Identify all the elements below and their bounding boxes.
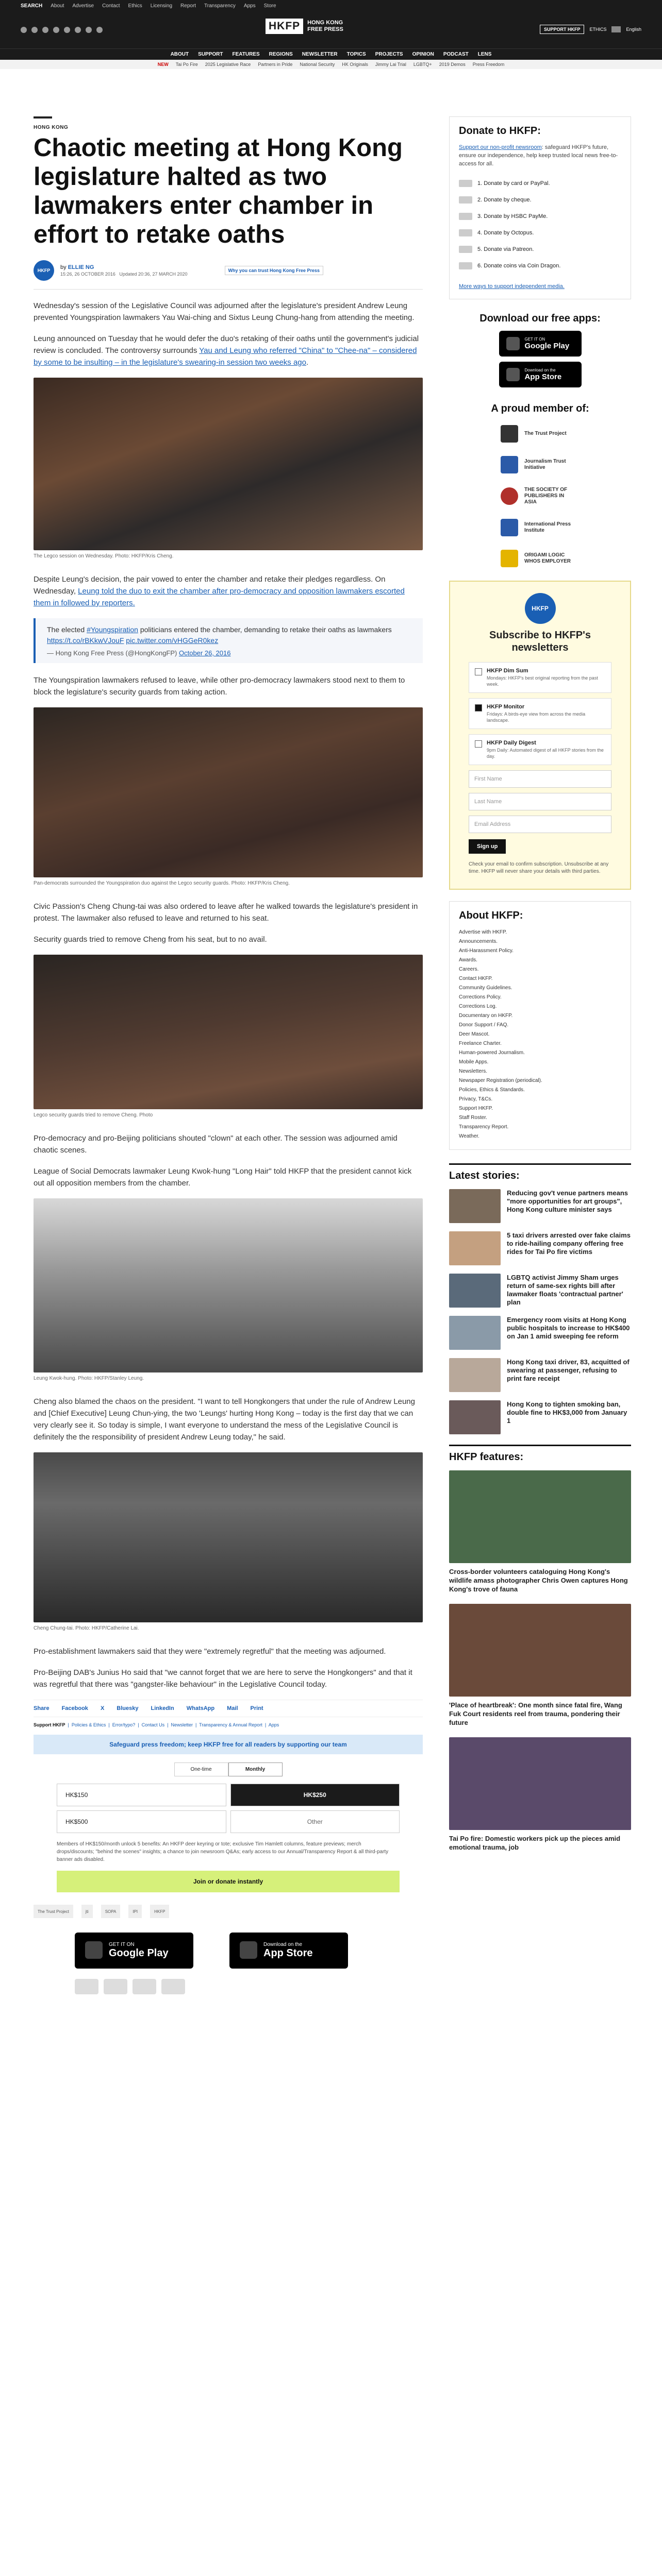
tweet-text	[47, 624, 411, 646]
google-play-icon	[85, 1941, 103, 1959]
share-facebook[interactable]: Facebook	[61, 1705, 88, 1711]
utility-link-transparency[interactable]: Transparency	[204, 3, 236, 9]
trending-link[interactable]: National Security	[300, 62, 335, 67]
jti-logo[interactable]: jti	[81, 1905, 93, 1918]
logo-line-2: FREE PRESS	[307, 26, 343, 32]
donate-card	[449, 116, 631, 299]
story-thumbnail[interactable]	[449, 1274, 501, 1308]
checkbox-checked-icon[interactable]	[475, 704, 482, 711]
sopa-icon	[501, 487, 518, 505]
support-hkfp-button[interactable]: SUPPORT HKFP	[540, 25, 585, 34]
story-headline[interactable]: Hong Kong taxi driver, 83, acquitted of swearing at passenger, refusing to print fare receipt	[507, 1358, 630, 1382]
ethics-link[interactable]: ETHICS	[589, 27, 607, 32]
nav-newsletter[interactable]: NEWSLETTER	[302, 52, 338, 57]
amount-option[interactable]: HK$150	[57, 1784, 226, 1806]
new-badge: NEW	[157, 62, 169, 67]
story-item[interactable]	[449, 1400, 631, 1434]
article-title: Chaotic meeting at Hong Kong legislature halted as two lawmakers enter chamber in effort to retake oaths	[34, 134, 403, 248]
about-title: About HKFP:	[459, 910, 523, 921]
story-thumbnail[interactable]	[449, 1316, 501, 1350]
about-item[interactable]: Careers.	[459, 967, 479, 972]
donate-method-label: 1. Donate by card or PayPal.	[477, 180, 550, 187]
donate-banner[interactable]: Safeguard press freedom; keep HKFP free for all readers by supporting our team	[34, 1735, 423, 1754]
social-links	[21, 27, 103, 33]
article-footer-links: Support HKFP | Policies & Ethics | Error/typo? | Contact Us | Newsletter | Transparency & Annual Report | Apps	[34, 1722, 279, 1727]
join-button[interactable]: Join or donate instantly	[57, 1871, 400, 1892]
app-store-label: App Store	[263, 1947, 313, 1959]
x-icon[interactable]	[31, 27, 38, 33]
frequency-monthly[interactable]: Monthly	[228, 1762, 283, 1776]
nav-regions[interactable]: REGIONS	[269, 52, 293, 57]
article-photo	[34, 1452, 423, 1622]
paragraph: Pro-establishment lawmakers said that they were "extremely regretful" that the meeting was adjourned.	[34, 1647, 386, 1656]
logo-mark: HKFP	[266, 19, 303, 34]
by-label: by	[60, 264, 67, 270]
newsletter-option-desc: Fridays: A birds-eye view from across the media landscape.	[487, 711, 586, 723]
member-org[interactable]	[501, 456, 631, 473]
about-item[interactable]: Privacy, T&Cs.	[459, 1096, 493, 1102]
brand-bar	[0, 11, 662, 48]
frequency-toggle	[34, 1762, 423, 1776]
donate-text	[459, 143, 621, 168]
member-org[interactable]	[501, 550, 631, 567]
footer-logos	[34, 1905, 423, 1918]
apps-title: Download our free apps:	[479, 313, 601, 324]
nav-support[interactable]: SUPPORT	[198, 52, 223, 57]
feature-thumbnail[interactable]	[449, 1470, 631, 1563]
member-org-name: THE SOCIETY OF PUBLISHERS IN ASIA	[524, 487, 568, 505]
paragraph: The Youngspiration lawmakers refused to leave, while other pro-democracy lawmakers stood next to them to block the legislature's security guards from taking action.	[34, 676, 405, 697]
features-title: HKFP features:	[449, 1445, 631, 1463]
member-org-name: Journalism Trust Initiative	[524, 459, 566, 470]
mastercard-icon	[133, 1979, 156, 1994]
trust-project-icon	[501, 425, 518, 443]
policies-link[interactable]: Policies & Ethics	[71, 1722, 106, 1727]
about-item[interactable]: Announcements.	[459, 939, 498, 944]
about-item[interactable]: Policies, Ethics & Standards.	[459, 1087, 525, 1093]
share-mail[interactable]: Mail	[227, 1705, 238, 1711]
youtube-icon[interactable]	[64, 27, 70, 33]
nav-topics[interactable]: TOPICS	[346, 52, 366, 57]
nav-about[interactable]: ABOUT	[170, 52, 189, 57]
newsletter-option-title: HKFP Monitor	[487, 704, 525, 710]
donate-method[interactable]	[459, 225, 621, 241]
more-ways-link[interactable]: More ways to support independent media.	[459, 283, 565, 290]
story-headline[interactable]: 5 taxi drivers arrested over fake claims to ride-hailing company offering free rides for Tai Po fire victims	[507, 1231, 631, 1256]
donate-method[interactable]	[459, 241, 621, 258]
newsletter-title: Subscribe to HKFP's newsletters	[489, 630, 591, 653]
newsletter-option-title: HKFP Daily Digest	[487, 740, 536, 746]
story-headline[interactable]: Hong Kong to tighten smoking ban, double fine to HK$3,000 from January 1	[507, 1400, 627, 1425]
app-store-buttons	[34, 1933, 423, 1969]
about-item[interactable]: Freelance Charter.	[459, 1041, 502, 1046]
share-bar	[34, 1700, 423, 1717]
visa-icon	[104, 1979, 127, 1994]
share-label: Share	[34, 1705, 49, 1711]
utility-link-apps[interactable]: Apps	[243, 3, 256, 9]
story-headline[interactable]: Emergency room visits at Hong Kong public hospitals to increase to HK$400 on Jan 1 amid sweeping fee reform	[507, 1316, 630, 1340]
jti-icon	[501, 456, 518, 473]
ipi-logo[interactable]: IPI	[128, 1905, 142, 1918]
photo-caption: Leung Kwok-hung. Photo: HKFP/Stanley Leung.	[34, 1376, 144, 1381]
paragraph: Pro-democracy and pro-Beijing politicians shouted "clown" at each other. The session was adjourned amid chaotic scenes.	[34, 1134, 398, 1155]
sidebar-google-play-button[interactable]	[499, 331, 582, 357]
about-item[interactable]: Weather.	[459, 1133, 479, 1139]
nav-features[interactable]: FEATURES	[232, 52, 260, 57]
donate-description: : safeguard HKFP's future, ensure our independence, help keep trusted local news free-to-access for all.	[459, 144, 618, 167]
logo-line-1: HONG KONG	[307, 20, 343, 26]
about-item[interactable]: Donor Support / FAQ.	[459, 1022, 509, 1028]
story-thumbnail[interactable]	[449, 1400, 501, 1434]
newsletter-box	[449, 581, 631, 890]
story-item[interactable]	[449, 1189, 631, 1223]
latest-title: Latest stories:	[449, 1163, 631, 1182]
donate-title: Donate to HKFP:	[459, 125, 541, 137]
feature-headline[interactable]: Tai Po fire: Domestic workers pick up the pieces amid emotional trauma, job	[449, 1835, 621, 1851]
share-x[interactable]: X	[100, 1705, 105, 1711]
donate-method[interactable]	[459, 208, 621, 225]
trending-link[interactable]: Press Freedom	[472, 62, 505, 67]
trending-link[interactable]: Tai Po Fire	[175, 62, 198, 67]
inline-link[interactable]: Yau and Leung who referred "China" to "Chee-na" – considered by some to be insulting – in the legislature's swearing-in session two weeks ago	[34, 346, 417, 367]
utility-link-advertise[interactable]: Advertise	[72, 3, 94, 9]
about-item[interactable]: Documentary on HKFP.	[459, 1013, 513, 1019]
newsletter-option[interactable]	[469, 698, 611, 729]
app-store-caption: Download on the	[263, 1942, 303, 1947]
about-item[interactable]: Support HKFP.	[459, 1106, 493, 1111]
section-tag[interactable]: HONG KONG	[34, 125, 69, 130]
proud-member-title: A proud member of:	[491, 403, 589, 414]
contact-link[interactable]: Contact Us	[141, 1722, 165, 1727]
trending-link[interactable]: Partners in Pride	[258, 62, 293, 67]
tweet-text-part: politicians entered the chamber, demanding to retake their oaths as lawmakers	[138, 625, 392, 634]
sidebar-app-store-button[interactable]	[499, 362, 582, 387]
about-item[interactable]: Community Guidelines.	[459, 985, 512, 991]
utility-link-about[interactable]: About	[51, 3, 64, 9]
nav-podcast[interactable]: PODCAST	[443, 52, 469, 57]
member-org[interactable]	[501, 425, 631, 443]
app-store-button[interactable]	[229, 1933, 348, 1969]
story-item[interactable]	[449, 1231, 631, 1265]
tweet-source	[47, 649, 411, 657]
paragraph: Security guards tried to remove Cheng from his seat, but to no avail.	[34, 935, 267, 944]
instagram-icon[interactable]	[42, 27, 48, 33]
feature-headline[interactable]: Cross-border volunteers cataloguing Hong Kong's wildlife amass photographer Chris Owen captures Hong Kong's trove of fauna	[449, 1568, 628, 1593]
transparency-link[interactable]: Transparency & Annual Report	[199, 1722, 262, 1727]
logo-text	[307, 20, 343, 33]
about-item[interactable]: Newspaper Registration (periodical).	[459, 1078, 542, 1083]
paragraph: Civic Passion's Cheng Chung-tai was also ordered to leave after he walked towards the legislature's president in protest. The lawmaker also refused to leave and returned to his seat.	[34, 902, 418, 923]
member-org-name: The Trust Project	[524, 431, 567, 436]
paragraph	[34, 333, 423, 368]
trending-link[interactable]: 2025 Legislative Race	[205, 62, 251, 67]
trending-link[interactable]: LGBTQ+	[413, 62, 432, 67]
google-play-icon	[506, 337, 520, 350]
tweet-date-link[interactable]: October 26, 2016	[178, 649, 231, 657]
about-item[interactable]: Human-powered Journalism.	[459, 1050, 525, 1056]
paragraph	[34, 573, 423, 609]
donate-method[interactable]	[459, 192, 621, 208]
story-item[interactable]	[449, 1316, 631, 1350]
amount-options	[34, 1784, 423, 1833]
app-store-caption: Download on the	[524, 368, 556, 372]
utility-link-licensing[interactable]: Licensing	[150, 3, 173, 9]
support-link[interactable]: Support HKFP	[34, 1722, 65, 1727]
threads-icon[interactable]	[53, 27, 59, 33]
apple-icon	[506, 368, 520, 381]
octopus-icon	[459, 229, 472, 236]
donate-method[interactable]	[459, 175, 621, 192]
donate-method[interactable]	[459, 258, 621, 274]
search-link[interactable]: SEARCH	[21, 3, 43, 9]
share-bluesky[interactable]: Bluesky	[117, 1705, 139, 1711]
apps-link[interactable]: Apps	[268, 1722, 279, 1727]
newsletter-option[interactable]	[469, 662, 611, 693]
app-store-label: App Store	[524, 372, 562, 381]
feature-thumbnail[interactable]	[449, 1737, 631, 1830]
newsletter-option-desc: 9pm Daily: Automated digest of all HKFP stories from the day.	[487, 748, 604, 759]
about-list	[459, 928, 621, 1141]
newsletter-link[interactable]: Newsletter	[171, 1722, 193, 1727]
about-item[interactable]: Deer Mascot.	[459, 1031, 490, 1037]
error-link[interactable]: Error/typo?	[112, 1722, 136, 1727]
paragraph: League of Social Democrats lawmaker Leung Kwok-hung "Long Hair" told HKFP that the president cannot kick out all opposition members from the chamber.	[34, 1167, 412, 1188]
story-thumbnail[interactable]	[449, 1189, 501, 1223]
language-flag-icon[interactable]	[611, 26, 621, 32]
section-rule	[34, 116, 52, 118]
publish-date: 15:26, 26 OCTOBER 2016	[60, 272, 115, 277]
telegram-icon[interactable]	[86, 27, 92, 33]
date-line	[60, 272, 188, 277]
paragraph: Cheng also blamed the chaos on the president. "I want to tell Hongkongers that under the rule of Andrew Leung and [Chief Executive] Leung Chun-ying, the two 'Leungs' hurting Hong Kong – today is the first day that we can very clearly see it. So today is simple, I want everyone to understand the mess of the Legislative Council is definitely the the responsibility of president Andrew Leung today," he said.	[34, 1397, 415, 1442]
about-item[interactable]: Awards.	[459, 957, 477, 963]
paypal-icon	[75, 1979, 98, 1994]
origami-icon	[501, 550, 518, 567]
ipi-icon	[501, 519, 518, 536]
trending-link[interactable]: Jimmy Lai Trial	[375, 62, 406, 67]
site-logo[interactable]	[266, 19, 343, 34]
nav-opinion[interactable]: OPINION	[412, 52, 434, 57]
story-item[interactable]	[449, 1358, 631, 1392]
utility-bar	[0, 0, 662, 11]
amex-icon	[161, 1979, 185, 1994]
membership-note: Members of HK$150/month unlock 5 benefits: An HKFP deer keyring or tote; exclusive Tim Hamlett columns, feature previews; merch drops/discounts; "behind the scenes" insights; a chance to join newsroom Q&As; early access to our Annual/Transparency Report & all third-party banner ads disabled.	[57, 1841, 389, 1862]
story-item[interactable]	[449, 1274, 631, 1308]
updated-date: Updated 20:36, 27 MARCH 2020	[119, 272, 188, 277]
newsletter-note: Check your email to confirm subscription. Unsubscribe at any time. HKFP will never share your details with third parties.	[469, 861, 609, 874]
tweet-author: — Hong Kong Free Press (@HongKongFP)	[47, 649, 179, 657]
feature-headline[interactable]: 'Place of heartbreak': One month since fatal fire, Wang Fuk Court residents reel from trauma, pondering their future	[449, 1701, 622, 1726]
features-list	[449, 1470, 631, 1852]
utility-link-ethics[interactable]: Ethics	[128, 3, 142, 9]
google-play-caption: GET IT ON	[109, 1942, 135, 1947]
support-newsroom-link[interactable]: Support our non-profit newsroom	[459, 144, 542, 150]
photo-caption: The Legco session on Wednesday. Photo: HKFP/Kris Cheng.	[34, 553, 174, 559]
feature-thumbnail[interactable]	[449, 1604, 631, 1697]
patreon-icon	[459, 246, 472, 253]
main-nav	[0, 48, 662, 60]
google-play-label: Google Play	[109, 1947, 169, 1959]
about-item[interactable]: Anti-Harassment Policy.	[459, 948, 514, 954]
embedded-tweet	[34, 618, 423, 663]
cheque-icon	[459, 196, 472, 204]
trending-link[interactable]: 2019 Demos	[439, 62, 466, 67]
tweet-pic-link[interactable]: pic.twitter.com/vHGGeR0kez	[126, 636, 219, 645]
hkfp-logo[interactable]: HKFP	[150, 1905, 169, 1918]
newsletter-logo: HKFP	[525, 593, 556, 624]
hashtag-link[interactable]: #Youngspiration	[87, 625, 138, 634]
facebook-icon[interactable]	[21, 27, 27, 33]
amount-option-selected[interactable]: HK$250	[230, 1784, 400, 1806]
about-item[interactable]: Newsletters.	[459, 1069, 488, 1074]
feature-item[interactable]	[449, 1604, 631, 1727]
about-item[interactable]: Mobile Apps.	[459, 1059, 489, 1065]
story-headline[interactable]: Reducing gov't venue partners means "more opportunities for art groups", Hong Kong culture minister says	[507, 1189, 628, 1213]
sidebar	[449, 116, 631, 1862]
utility-link-contact[interactable]: Contact	[102, 3, 120, 9]
photo-caption: Legco security guards tried to remove Cheng. Photo	[34, 1112, 153, 1118]
member-org-name: International Press Institute	[524, 521, 571, 533]
language-label[interactable]: English	[626, 27, 641, 32]
nav-projects[interactable]: PROJECTS	[375, 52, 403, 57]
nav-lens[interactable]: LENS	[477, 52, 492, 57]
google-play-label: Google Play	[524, 342, 570, 350]
card-icon	[459, 180, 472, 187]
google-play-caption: GET IT ON	[524, 337, 545, 342]
ad-space	[0, 80, 662, 111]
amount-other[interactable]: Other	[230, 1810, 400, 1833]
member-org[interactable]	[501, 487, 631, 505]
author-line	[60, 264, 188, 270]
trust-link[interactable]: Why you can trust Hong Kong Free Press	[225, 266, 324, 275]
tweet-link[interactable]: https://t.co/rBKkwVJouF	[47, 636, 124, 645]
paragraph: Pro-Beijing DAB's Junius Ho said that "we cannot forget that we are here to serve the Hongkongers" and that it was regretful that there was "gangster-like behaviour" in the Legislative Council today.	[34, 1668, 412, 1689]
donate-method-label: 6. Donate coins via Coin Dragon.	[477, 263, 561, 269]
payment-icons	[34, 1979, 423, 1994]
apple-icon	[240, 1941, 257, 1959]
coin-icon	[459, 262, 472, 269]
rss-icon[interactable]	[96, 27, 103, 33]
trending-nav	[0, 60, 662, 69]
newsletter-option-desc: Mondays: HKFP's best original reporting from the past week.	[487, 675, 598, 687]
about-item[interactable]: Advertise with HKFP.	[459, 929, 507, 935]
utility-link-store[interactable]: Store	[263, 3, 276, 9]
paragraph-text: Leung announced on Tuesday that he would defer the duo's retaking of their oaths until the government's judicial review is concluded. The controversy surrounds	[34, 334, 419, 355]
photo-caption: Pan-democrats surrounded the Youngspiration duo against the Legco security guards. Photo: HKFP/Kris Cheng.	[34, 880, 290, 886]
sopa-logo[interactable]: SOPA	[101, 1905, 121, 1918]
first-name-field[interactable]: First Name	[469, 770, 611, 788]
linkedin-icon[interactable]	[75, 27, 81, 33]
feature-item[interactable]	[449, 1737, 631, 1852]
last-name-field[interactable]: Last Name	[469, 793, 611, 810]
trust-project-logo[interactable]: The Trust Project	[34, 1905, 73, 1918]
checkbox-icon[interactable]	[475, 740, 482, 748]
article-photo	[34, 378, 423, 550]
newsletter-option[interactable]	[469, 734, 611, 765]
share-print[interactable]: Print	[250, 1705, 263, 1711]
donate-method-label: 2. Donate by cheque.	[477, 197, 532, 203]
feature-item[interactable]	[449, 1470, 631, 1594]
latest-list	[449, 1189, 631, 1434]
brand-actions	[540, 25, 641, 34]
signup-button[interactable]: Sign up	[469, 839, 506, 854]
article-photo	[34, 955, 423, 1109]
donate-method-label: 4. Donate by Octopus.	[477, 230, 534, 236]
inline-link[interactable]: Leung told the duo to exit the chamber after pro-democracy and opposition lawmakers escorted them in followed by reporters.	[34, 587, 405, 607]
story-headline[interactable]: LGBTQ activist Jimmy Sham urges return of same-sex rights bill after lawmaker floats 'contractual partner' plan	[507, 1274, 623, 1306]
byline	[34, 259, 423, 282]
about-card	[449, 901, 631, 1150]
article-photo	[34, 1198, 423, 1372]
divider	[34, 289, 423, 290]
article	[34, 116, 423, 1994]
paragraph-text: Despite Leung's decision, the pair vowed to enter the chamber and retake their pledges regardless. On Wednesday,	[34, 575, 386, 596]
payme-icon	[459, 213, 472, 220]
newsletter-option-title: HKFP Dim Sum	[487, 668, 528, 674]
author-avatar: HKFP	[34, 260, 54, 281]
amount-option[interactable]: HK$500	[57, 1810, 226, 1833]
share-whatsapp[interactable]: WhatsApp	[186, 1705, 215, 1711]
about-item[interactable]: Corrections Log.	[459, 1004, 497, 1009]
member-org-name: ORIGAMI LOGIC WHOS EMPLOYER	[524, 552, 571, 564]
checkbox-icon[interactable]	[475, 668, 482, 675]
story-thumbnail[interactable]	[449, 1358, 501, 1392]
paragraph-text: .	[306, 358, 309, 367]
paragraph: Wednesday's session of the Legislative Council was adjourned after the legislature's president Andrew Leung prevented Youngspiration lawmakers Yau Wai-ching and Sixtus Leung Chung-hang from attending the meeting.	[34, 301, 415, 322]
donate-method-label: 3. Donate by HSBC PayMe.	[477, 213, 548, 219]
about-item[interactable]: Transparency Report.	[459, 1124, 509, 1130]
trending-link[interactable]: HK Originals	[342, 62, 368, 67]
article-photo	[34, 707, 423, 877]
member-org[interactable]	[501, 519, 631, 536]
author-name[interactable]: ELLIE NG	[68, 264, 94, 270]
tweet-text-part: The elected	[47, 625, 87, 634]
utility-link-report[interactable]: Report	[180, 3, 196, 9]
share-linkedin[interactable]: LinkedIn	[151, 1705, 174, 1711]
about-item[interactable]: Staff Roster.	[459, 1115, 487, 1121]
email-field[interactable]: Email Address	[469, 816, 611, 833]
about-item[interactable]: Corrections Policy.	[459, 994, 502, 1000]
donate-method-label: 5. Donate via Patreon.	[477, 246, 534, 252]
google-play-button[interactable]	[75, 1933, 193, 1969]
photo-caption: Cheng Chung-tai. Photo: HKFP/Catherine Lai.	[34, 1625, 139, 1631]
frequency-one-time[interactable]: One-time	[174, 1762, 228, 1776]
story-thumbnail[interactable]	[449, 1231, 501, 1265]
about-item[interactable]: Contact HKFP.	[459, 976, 493, 981]
